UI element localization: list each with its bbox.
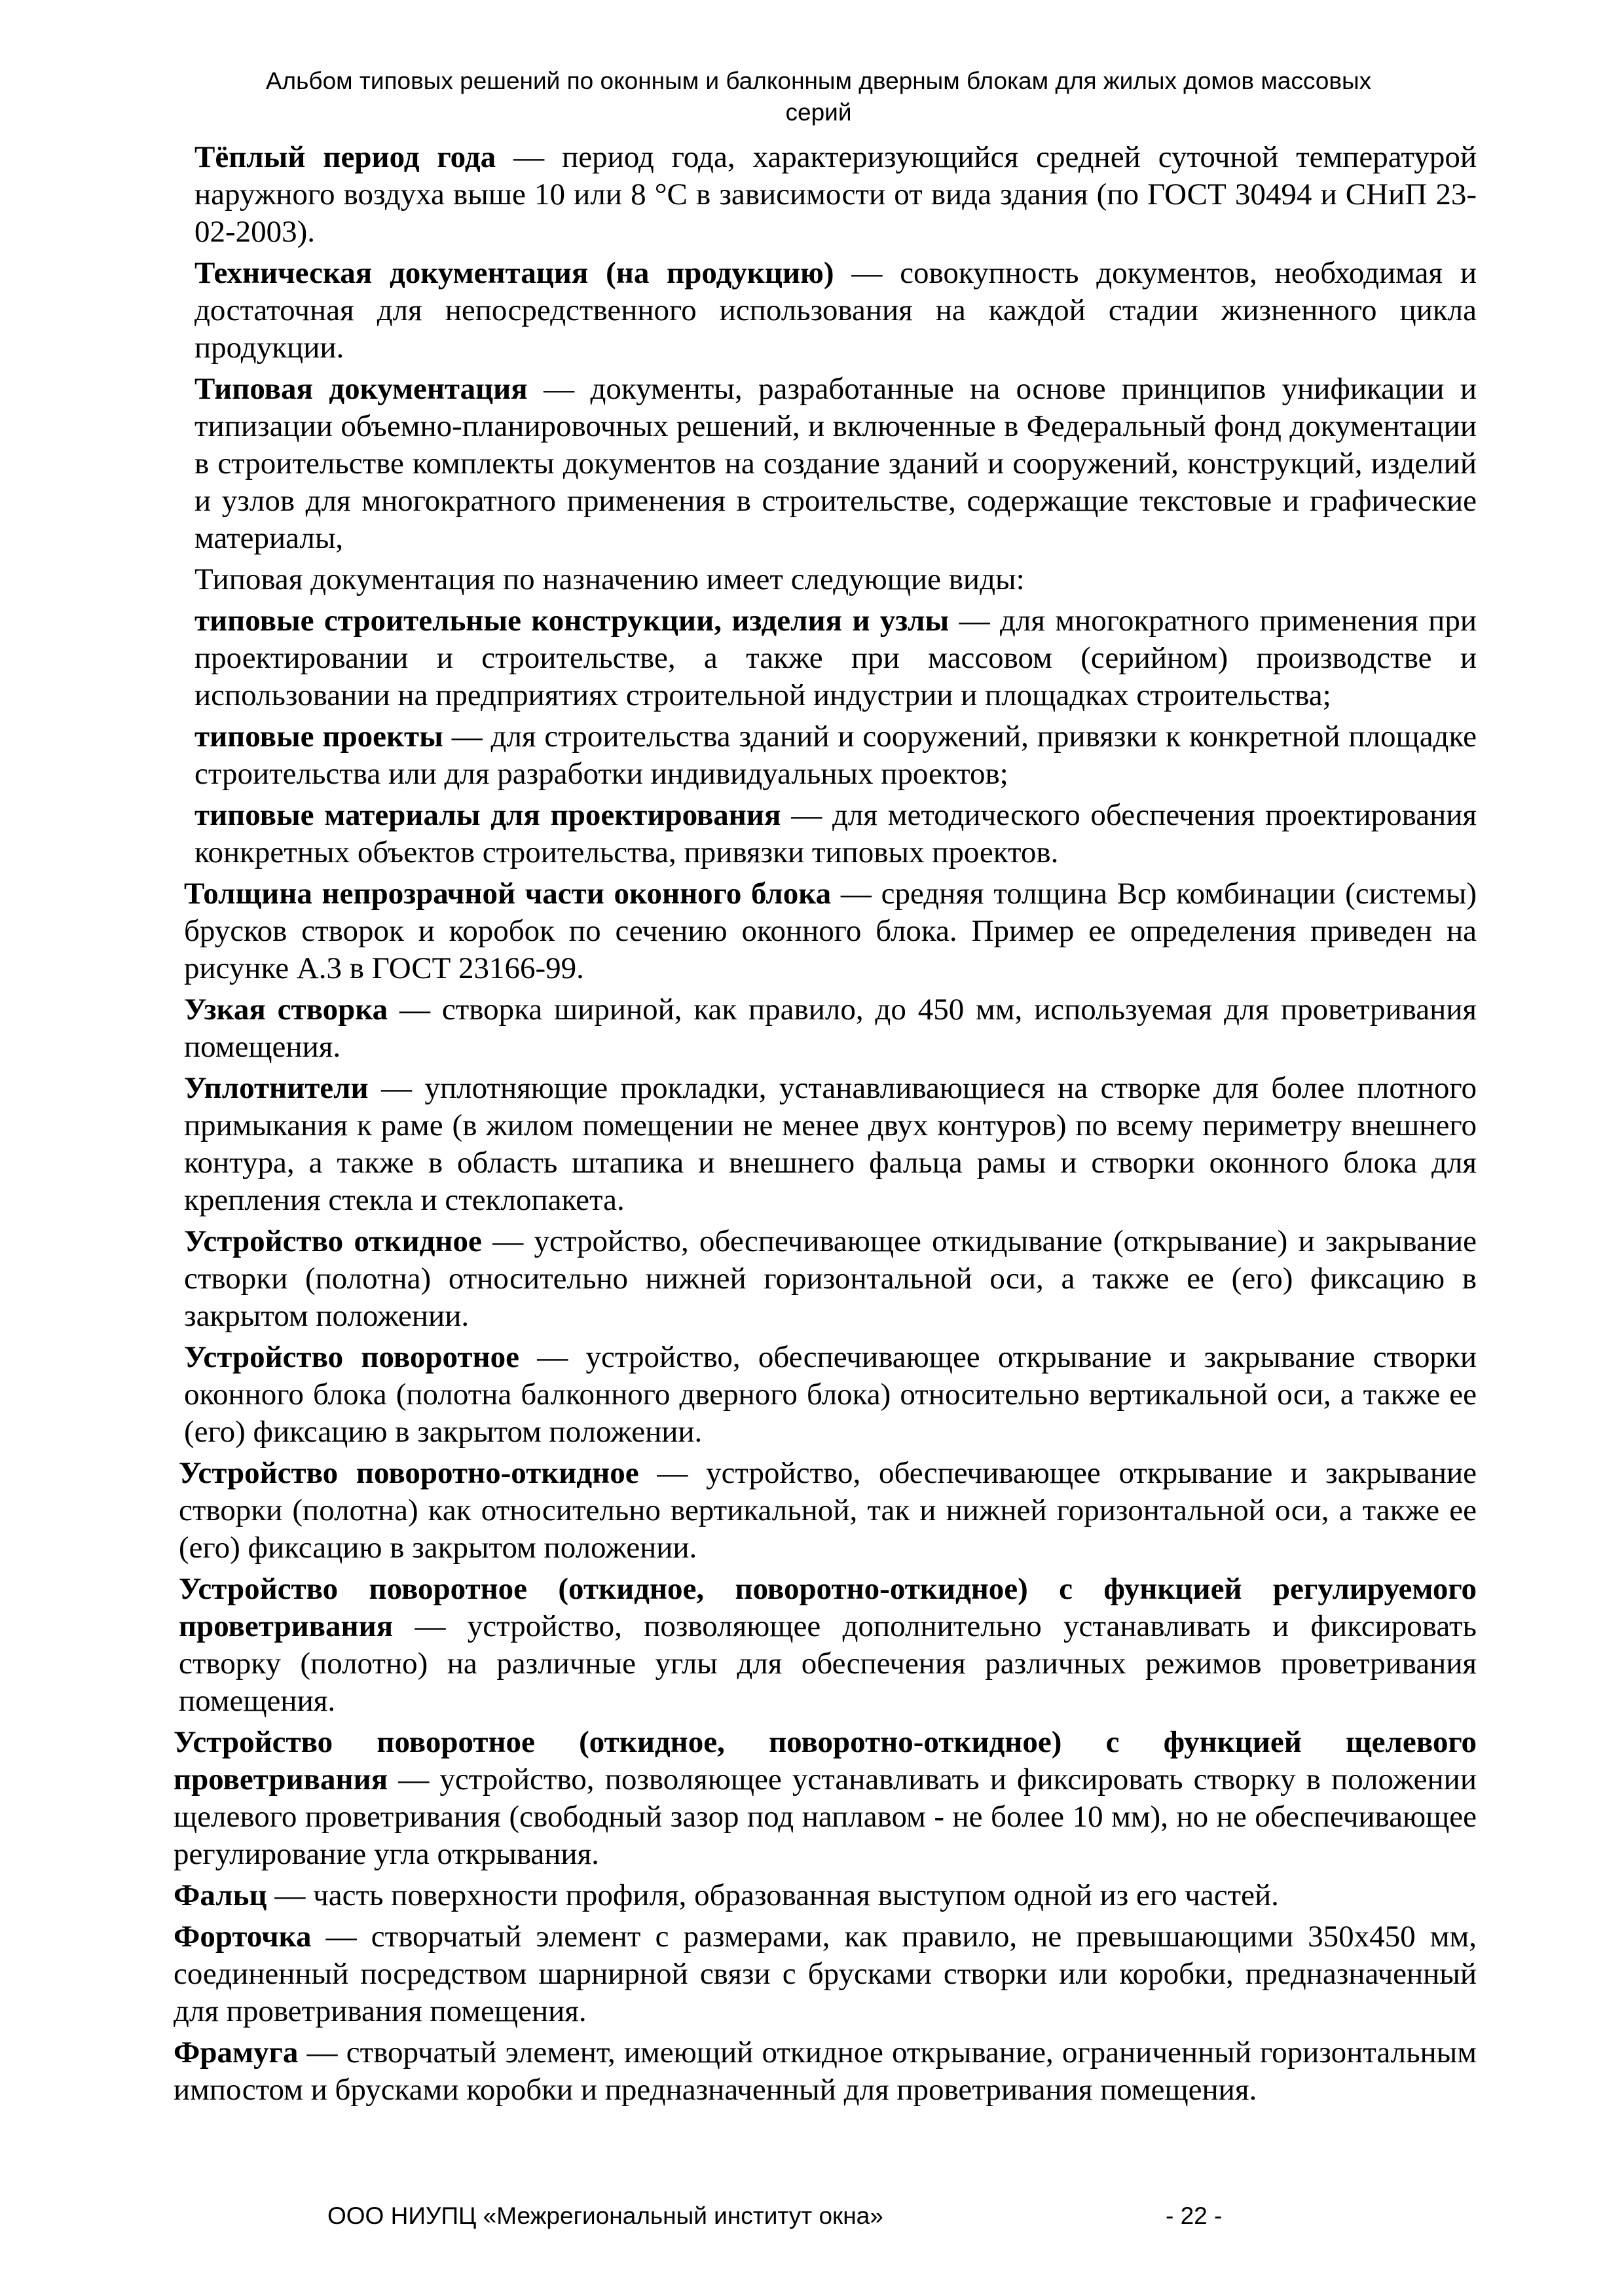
entry-definition: — для методического обеспечения проектирования конкретных объектов строительства, привязки типовых проектов. — [194, 798, 1477, 869]
entry-definition: — створчатый элемент с размерами, как правило, не превышающими 350х450 мм, соединенный посредством шарнирной связи с брусками створки или коробки, предназначенный для проветривания помещения. — [174, 1920, 1477, 2028]
entry-term: Толщина непрозрачной части оконного блока — [184, 877, 832, 911]
entry-definition: — часть поверхности профиля, образованная выступом одной из его частей. — [267, 1878, 1279, 1912]
entry-term: типовые проекты — [194, 720, 443, 754]
entry-term: Устройство поворотное (откидное, поворотно-откидное) с функцией щелевого проветривания — [174, 1725, 1477, 1796]
entry-definition: — период года, характеризующийся средней суточной температурой наружного воздуха выше 10 или 8 °С в зависимости от вида здания (по ГОСТ 30494 и СНиП 23-02-2003). — [194, 140, 1477, 249]
glossary-entry — [174, 139, 1477, 251]
entry-definition: — совокупность документов, необходимая и достаточная для непосредственного использования на каждой стадии жизненного цикла продукции. — [194, 256, 1477, 365]
glossary-entry — [174, 1070, 1477, 1219]
entry-term: типовые материалы для проектирования — [194, 798, 781, 832]
glossary-entry — [174, 2034, 1477, 2109]
entry-term: Типовая документация — [194, 372, 528, 406]
glossary-body — [174, 139, 1477, 2113]
glossary-entry — [174, 1339, 1477, 1451]
entry-definition: — устройство, позволяющее устанавливать и фиксировать створку в положении щелевого проветривания (свободный зазор под наплавом - не более 10 мм), но не обеспечивающее регулирование угла открывания. — [174, 1762, 1477, 1871]
glossary-entry — [174, 718, 1477, 793]
entry-term: Тёплый период года — [194, 140, 496, 174]
page-footer — [262, 2196, 1375, 2236]
entry-definition: — устройство, обеспечивающее откидывание (открывание) и закрывание створки (полотна) относительно нижней горизонтальной оси, а также ее (его) фиксацию в закрытом положении. — [184, 1224, 1477, 1333]
glossary-entry — [174, 1918, 1477, 2030]
entry-definition: — для строительства зданий и сооружений, привязки к конкретной площадке строительства или для разработки индивидуальных проектов; — [194, 720, 1477, 791]
entry-term: Техническая документация (на продукцию) — [194, 256, 834, 290]
glossary-entry — [174, 1571, 1477, 1720]
footer-organization: ООО НИУПЦ «Межрегиональный институт окна» — [327, 2202, 883, 2229]
entry-term: Устройство поворотное — [184, 1340, 519, 1374]
glossary-entry — [174, 1877, 1477, 1914]
entry-term: Фрамуга — [174, 2035, 299, 2069]
glossary-entry — [174, 875, 1477, 987]
entry-definition: — устройство, позволяющее дополнительно устанавливать и фиксировать створку (полотно) на различные углы для обеспечения различных режимов проветривания помещения. — [179, 1609, 1477, 1718]
entry-definition: — створчатый элемент, имеющий откидное открывание, ограниченный горизонтальным импостом и брусками коробки и предназначенный для проветривания помещения. — [174, 2035, 1477, 2107]
entry-term: Форточка — [174, 1920, 312, 1954]
entry-term: Устройство откидное — [184, 1224, 482, 1258]
glossary-entry — [174, 1724, 1477, 1873]
entry-term: Устройство поворотное (откидное, поворотно-откидное) с функцией регулируемого проветривания — [179, 1572, 1477, 1643]
entry-definition: — для многократного применения при проектировании и строительстве, а также при массовом (серийном) производстве и использовании на предприятиях строительной индустрии и площадках строительства; — [194, 604, 1477, 712]
header-line-2: серий — [785, 99, 852, 126]
header-line-1: Альбом типовых решений по оконным и балконным дверным блокам для жилых домов массовых — [265, 67, 1372, 94]
entry-term: Узкая створка — [184, 993, 388, 1027]
entry-definition: — устройство, обеспечивающее открывание и закрывание створки (полотна) как относительно вертикальной, так и нижней горизонтальной оси, а также ее (его) фиксацию в закрытом положении. — [179, 1456, 1477, 1565]
glossary-entry — [174, 602, 1477, 714]
entry-term: Фальц — [174, 1878, 267, 1912]
glossary-entry — [174, 991, 1477, 1066]
entry-definition: — створка шириной, как правило, до 450 мм, используемая для проветривания помещения. — [184, 993, 1477, 1064]
glossary-entry — [174, 561, 1477, 598]
entry-definition: Типовая документация по назначению имеет следующие виды: — [194, 562, 1025, 596]
entry-definition: — средняя толщина Вср комбинации (системы) брусков створок и коробок по сечению оконного блока. Пример ее определения приведен на рисунке А.3 в ГОСТ 23166-99. — [184, 877, 1477, 985]
glossary-entry — [174, 797, 1477, 871]
glossary-entry — [174, 255, 1477, 367]
page-number: - 22 - — [1166, 2202, 1223, 2229]
entry-term: Устройство поворотно-откидное — [179, 1456, 639, 1490]
glossary-entry — [174, 371, 1477, 557]
entry-definition: — документы, разработанные на основе принципов унификации и типизации объемно-планировочных решений, и включенные в Федеральный фонд документации в строительстве комплекты документов на создание зданий и сооружений, конструкций, изделий и узлов для многократного применения в строительстве, содержащие текстовые и графические материалы, — [194, 372, 1477, 555]
entry-term: типовые строительные конструкции, изделия и узлы — [194, 604, 950, 638]
entry-definition: — устройство, обеспечивающее открывание и закрывание створки оконного блока (полотна балконного дверного блока) относительно вертикальной оси, а также ее (его) фиксацию в закрытом положении. — [184, 1340, 1477, 1449]
glossary-entry — [174, 1455, 1477, 1567]
entry-definition: — уплотняющие прокладки, устанавливающиеся на створке для более плотного примыкания к раме (в жилом помещении не менее двух контуров) по всему периметру внешнего контура, а также в область штапика и внешнего фальца рамы и створки оконного блока для крепления стекла и стеклопакета. — [184, 1071, 1477, 1217]
entry-term: Уплотнители — [184, 1071, 369, 1105]
running-header — [196, 65, 1441, 128]
glossary-entry — [174, 1223, 1477, 1335]
